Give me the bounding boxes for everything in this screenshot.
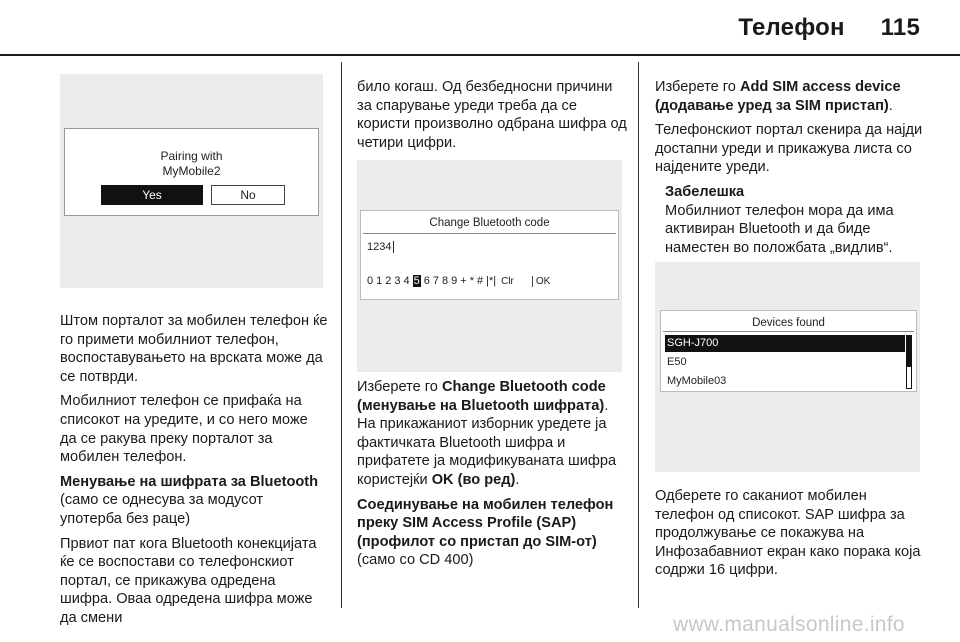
section-heading: Соединување на мобилен телефон преку SIM Access Profile (SAP) (профилот со пристап до SIM-от)	[357, 496, 614, 550]
paragraph: Мобилниот телефон се прифаќа на списокот на уредите, и со него може да се ракува преку порталот за мобилен телефон.	[60, 393, 308, 466]
code-screen-title: Change Bluetooth code	[429, 217, 550, 229]
keypad-key[interactable]: Clr	[501, 276, 514, 287]
keypad-key[interactable]: 8	[442, 275, 449, 287]
scrollbar[interactable]	[906, 335, 912, 389]
bluetooth-code-image	[357, 160, 622, 372]
header-rule	[0, 54, 960, 56]
column-2-text	[357, 378, 627, 576]
code-field[interactable]: 1234	[367, 241, 394, 253]
paragraph: било когаш. Од безбедносни причини за спарување уреди треба да се користи произволно одбрана шифра од четири цифри.	[357, 79, 627, 151]
column-divider-1	[341, 62, 342, 608]
devices-title: Devices found	[752, 317, 825, 329]
yes-button[interactable]: Yes	[101, 185, 203, 205]
watermark-url: www.manualsonline.info	[673, 613, 905, 636]
heading-subtitle: (само се однесува за модусот употерба без раце)	[60, 492, 264, 527]
note-text: Мобилниот телефон мора да има активиран Bluetooth и да биде наместен во положбата „видлив“.	[665, 202, 894, 256]
keypad-key[interactable]: #	[476, 275, 484, 287]
devices-found-image	[655, 262, 920, 472]
paragraph: Одберете го саканиот мобилен телефон од списокот. SAP шифра за продолжување се покажува на Инфозабавниот екран како порака која содржи 16 цифри.	[655, 488, 921, 579]
devices-screen	[660, 310, 917, 392]
code-screen	[360, 210, 619, 300]
keypad-key[interactable]: OK	[532, 276, 550, 287]
keypad-key[interactable]: |*|	[486, 275, 497, 287]
column-2-top-text	[357, 78, 627, 158]
paragraph: Штом порталот за мобилен телефон ќе го примети мобилниот телефон, воспоставувањето на врската може да се потврди.	[60, 313, 328, 385]
keypad-key[interactable]: 0	[367, 275, 374, 287]
heading-subtitle: (само со CD 400)	[357, 552, 474, 569]
keypad-key[interactable]: 2	[385, 275, 392, 287]
title-divider	[363, 233, 616, 234]
keypad	[367, 275, 553, 287]
keypad-key[interactable]: 3	[394, 275, 401, 287]
paragraph: Првиот пат кога Bluetooth конекцијата ќе се воспостави со телефонскиот портал, се прикажува одредена шифра. Оваа одредена шифра може да смени	[60, 535, 317, 626]
keypad-key[interactable]: 6	[423, 275, 430, 287]
keypad-key[interactable]: +	[460, 275, 467, 287]
keypad-key[interactable]: 4	[403, 275, 410, 287]
device-item[interactable]: E50	[667, 356, 687, 368]
keypad-key[interactable]: 1	[376, 275, 383, 287]
column-3-bottom-text	[655, 487, 923, 586]
pairing-dialog	[64, 128, 319, 216]
page-number: 115	[880, 14, 920, 41]
section-heading: Менување на шифрата за Bluetooth	[60, 473, 319, 490]
paragraph: Изберете го Change Bluetooth code (менување на Bluetooth шифрата). На прикажаниот изборник уредете ја фактичката Bluetooth шифра и прифатете ја модификуваната шифра користејќи OK (во ред).	[357, 379, 617, 488]
paragraph: Изберете го Add SIM access device (додавање уред за SIM пристап).	[655, 79, 901, 114]
keypad-key[interactable]: *	[469, 275, 474, 287]
device-item-selected[interactable]: SGH-J700	[665, 335, 905, 352]
pairing-screen-image	[60, 74, 323, 288]
note-title: Забелешка	[665, 183, 745, 200]
device-item[interactable]: MyMobile03	[667, 375, 727, 387]
keypad-key[interactable]: 7	[432, 275, 439, 287]
column-divider-2	[638, 62, 639, 608]
scrollbar-thumb[interactable]	[907, 336, 911, 367]
keypad-key[interactable]: 5	[413, 275, 420, 287]
paragraph: Телефонскиот портал скенира да најди достапни уреди и прикажува листа со најдените уреди.	[655, 122, 923, 176]
title-divider	[663, 331, 914, 332]
column-1-text	[60, 312, 328, 634]
no-button[interactable]: No	[211, 185, 285, 205]
header-title: Телефон	[738, 14, 845, 41]
keypad-key[interactable]: 9	[451, 275, 458, 287]
page-header	[738, 14, 920, 42]
column-3-text	[655, 78, 923, 263]
note-box	[655, 183, 923, 257]
pairing-title: Pairing with MyMobile2	[160, 149, 223, 178]
